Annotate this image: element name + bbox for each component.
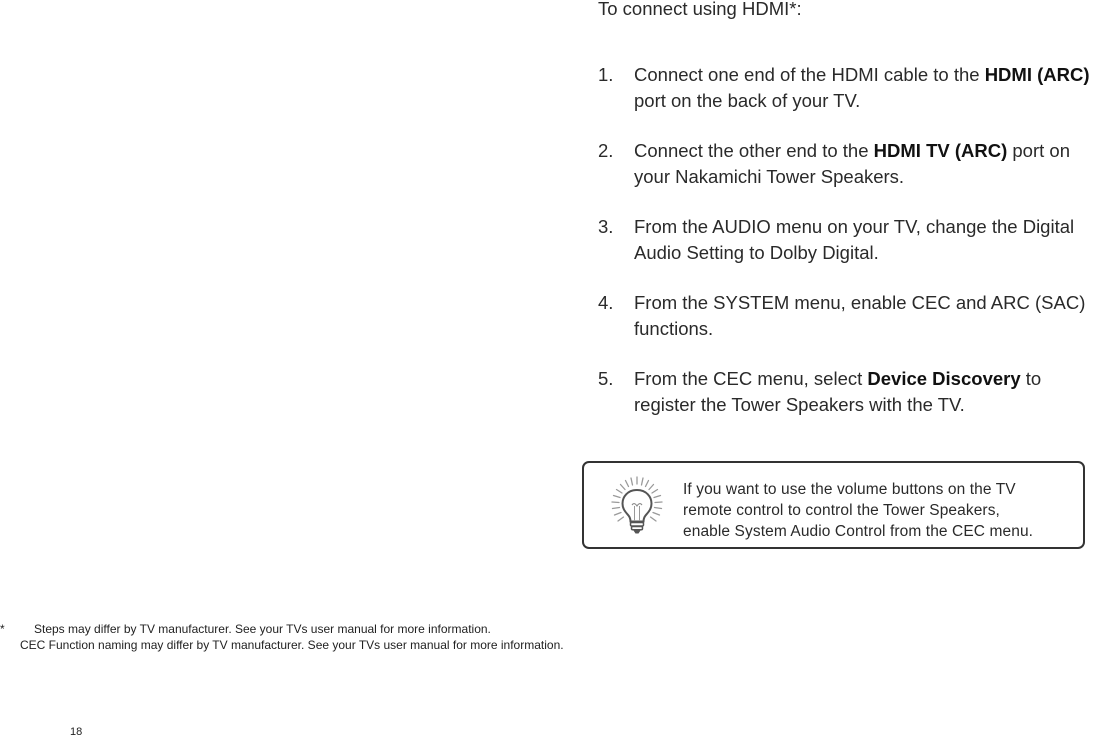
step-text: From the SYSTEM menu, enable CEC and ARC (SAC) functions. (634, 292, 1086, 339)
step-item (598, 214, 1096, 266)
step-bold: Device Discovery (867, 368, 1021, 389)
step-text: Connect one end of the HDMI cable to the (634, 64, 985, 85)
step-number: 3. (598, 216, 614, 237)
footnote-line: CEC Function naming may differ by TV manufacturer. See your TVs user manual for more information. (20, 638, 564, 652)
step-number: 1. (598, 64, 614, 85)
footnote-marker: * (0, 622, 5, 636)
step-text: Connect the other end to the (634, 140, 874, 161)
step-number: 2. (598, 140, 614, 161)
tip-text (683, 479, 1083, 542)
step-bold: HDMI (ARC) (984, 64, 1090, 85)
step-bold: HDMI TV (ARC) (873, 140, 1008, 161)
page-number: 18 (70, 726, 83, 738)
footnote-line: Steps may differ by TV manufacturer. See your TVs user manual for more information. (34, 622, 491, 636)
step-item (598, 62, 1096, 114)
step-item (598, 290, 1096, 342)
step-number: 4. (598, 292, 614, 313)
step-text: From the CEC menu, select (634, 368, 868, 389)
tip-box (582, 461, 1085, 549)
tip-line: remote control to control the Tower Speakers, (683, 502, 1000, 519)
step-item (598, 138, 1096, 190)
step-text-tail: to register the Tower Speakers with the TV. (634, 368, 1042, 415)
tip-line: If you want to use the volume buttons on the TV (683, 481, 1016, 498)
step-item (598, 366, 1096, 418)
step-text-tail: port on the back of your TV. (634, 90, 861, 111)
lightbulb-icon (609, 475, 665, 535)
section-heading: To connect using HDMI*: (598, 0, 802, 19)
tip-line: enable System Audio Control from the CEC menu. (683, 523, 1034, 540)
step-number: 5. (598, 368, 614, 389)
step-text-tail: port on your Nakamichi Tower Speakers. (634, 140, 1070, 187)
steps-list (598, 62, 1096, 442)
step-text: From the AUDIO menu on your TV, change the Digital Audio Setting to Dolby Digital. (634, 216, 1075, 263)
